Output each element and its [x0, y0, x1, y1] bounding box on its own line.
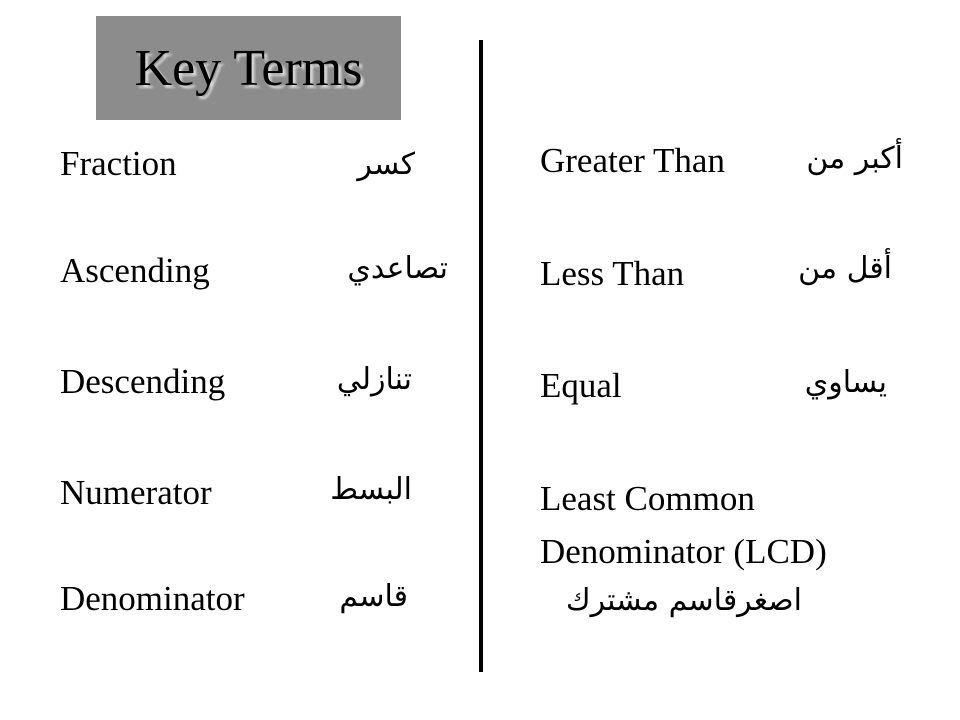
- term-less-than: Less Than: [540, 254, 685, 293]
- term-ascending: Ascending: [60, 251, 210, 290]
- term-descending-arabic: تنازلي: [336, 362, 412, 397]
- term-equal-arabic: يساوي: [804, 365, 887, 400]
- term-equal: Equal: [540, 366, 622, 405]
- term-greater-than-arabic: أكبر من: [806, 141, 903, 176]
- term-greater-than: Greater Than: [540, 141, 725, 180]
- term-lcd-line2: Denominator (LCD): [540, 532, 827, 571]
- term-numerator-arabic: البسط: [330, 472, 412, 507]
- term-denominator: Denominator: [60, 579, 245, 618]
- term-numerator: Numerator: [60, 473, 212, 512]
- term-denominator-arabic: قاسم: [339, 579, 408, 614]
- term-lcd-arabic: اصغرقاسم مشترك: [565, 583, 802, 618]
- term-less-than-arabic: أقل من: [798, 251, 892, 286]
- term-ascending-arabic: تصاعدي: [347, 251, 448, 286]
- term-lcd-line1: Least Common: [540, 479, 755, 518]
- term-fraction: Fraction: [60, 144, 177, 183]
- slide-title: Key Terms: [134, 39, 363, 97]
- column-divider: [479, 40, 483, 672]
- term-fraction-arabic: كسر: [357, 147, 415, 182]
- term-descending: Descending: [60, 362, 226, 401]
- title-box: [96, 16, 401, 120]
